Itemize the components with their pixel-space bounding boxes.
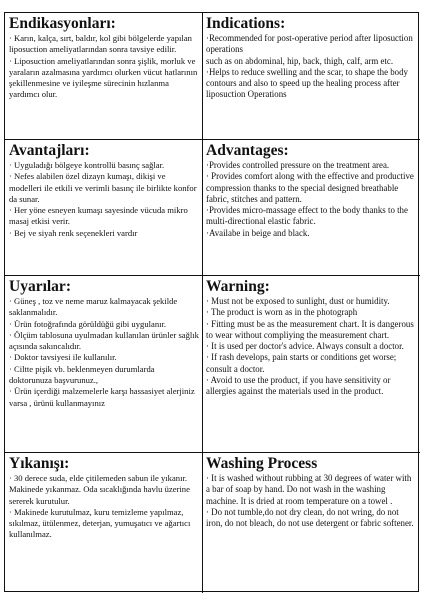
advantages-tr-text: · Uyguladığı bölgeye kontrollü basınç sağlar. · Nefes alabilen özel dizayn kumaşı, dikişi ve modelleri ile etkili ve verimli basınç ile birlikte konfor da sunar. · Her yöne esneyen kumaşı sayesinde vücuda mikro masaj etkisi verir. · Bej ve siyah renk seçenekleri vardır (9, 160, 197, 238)
washing-tr-cell (5, 453, 203, 593)
washing-en-cell (203, 453, 420, 593)
advantages-en-cell (203, 140, 420, 276)
warnings-tr-title: Uyarılar: (9, 278, 71, 295)
washing-en-title: Washing Process (206, 455, 318, 472)
warnings-en-text: · Must not be exposed to sunlight, dust or humidity. · The product is worn as in the photograph · Fitting must be as the measurement chart. It is dangerous to wear without compliying the measurement chart. · It is used per doctor's advice. Always consult a doctor. · If rash develops, pain starts or conditions get worse; consult a doctor. · Avoid to use the product, if you have sensitivity or allergies against the materials used in the product. (206, 296, 414, 397)
warnings-tr-text: · Güneş , toz ve neme maruz kalmayacak şekilde saklanmalıdır. · Ürün fotoğrafında görüldüğü gibi uygulanır. · Ölçüm tablosuna uyulmadan kullanılan ürünler sağlık açısında sakıncalıdır. · Doktor tavsiyesi ile kullanılır. · Ciltte pişik vb. beklenmeyen durumlarda doktorunuza başvurunuz., · Ürün içerdiği malzemelerle karşı hassasiyet alerjiniz varsa , ürünü kullanmayınız (9, 296, 199, 408)
product-info-table (4, 12, 419, 592)
indications-tr-title: Endikasyonları: (9, 15, 116, 32)
advantages-en-text: ·Provides controlled pressure on the treatment area. · Provides comfort along with the effective and productive compression thanks to the special designed breathable fabric, stitches and pattern. ·Provides micro-massage effect to the body thanks to the multi-directional elastic fabric. ·Availabe in beige and black. (206, 160, 414, 238)
indications-en-text: ·Recommended for post-operative period after liposuction operations such as on abdominal, hip, back, thigh, calf, arm etc. ·Helps to reduce swelling and the scar, to shape the body contours and also to speed up the healing process after liposuction Operations (206, 33, 413, 100)
washing-en-text: · It is washed without rubbing at 30 degrees of water with a bar of soap by hand. Do not wash in the washing machine. It is dried at room temperature on a towel . · Do not tumble,do not dry clean, do not wring, do not iron, do not bleach, do not use detergent or fabric softener. (206, 473, 414, 529)
advantages-tr-cell (5, 140, 203, 276)
warnings-en-title: Warning: (206, 278, 270, 295)
advantages-en-title: Advantages: (206, 142, 289, 159)
warnings-en-cell (203, 276, 420, 453)
indications-tr-text: · Karın, kalça, sırt, baldır, kol gibi bölgelerde yapılan liposuction ameliyatlarından sonra tavsiye edilir. · Liposuction ameliyatlarından sonra şişlik, morluk ve yaraların azalmasına yardımcı olurken vücut hatlarının şekillenmesine ve iyileşme sürecinin hızlanma yardımcı olur. (9, 33, 198, 100)
washing-tr-text: · 30 derece suda, elde çitilemeden sabun ile yıkanır. Makinede yıkanmaz. Oda sıcaklığında havlu üzerine sererek kurutulur. · Makinede kurutulmaz, kuru temizleme yapılmaz, sıkılmaz, ütülenmez, deterjan, yumuşatıcı ve ağartıcı kullanılmaz. (9, 473, 191, 540)
indications-en-title: Indications: (206, 15, 286, 32)
warnings-tr-cell (5, 276, 203, 453)
advantages-tr-title: Avantajları: (9, 142, 90, 159)
indications-tr-cell (5, 13, 203, 140)
indications-en-cell (203, 13, 420, 140)
washing-tr-title: Yıkanışı: (9, 455, 70, 472)
